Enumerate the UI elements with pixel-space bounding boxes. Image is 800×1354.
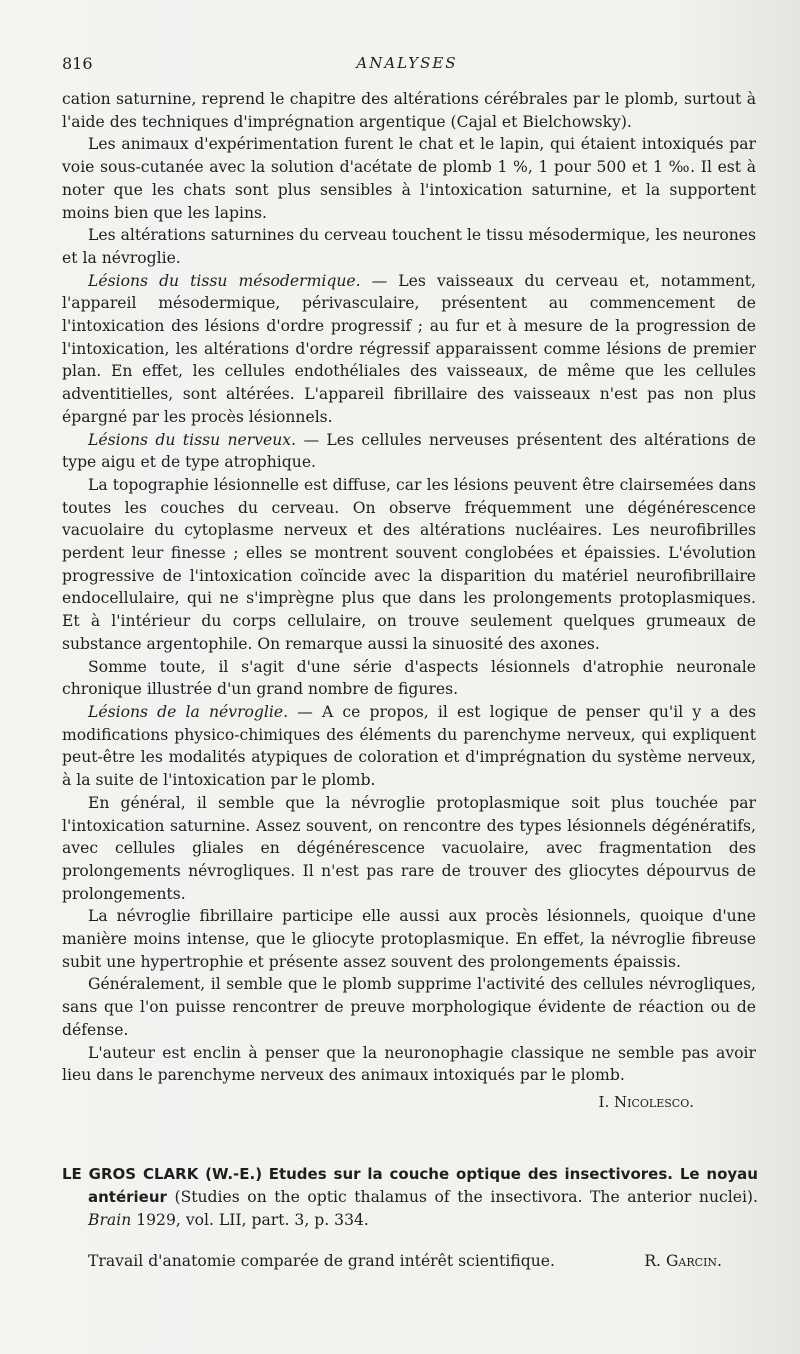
paragraph-text: Somme toute, il s'agit d'une série d'aspects lésionnels d'atrophie neuronale chronique illustrée d'un grand nombre de figures.: [62, 657, 756, 699]
paragraph-text: — A ce propos, il est logique de penser qu'il y a des modifications physico-chimiques des éléments du parenchyme nerveux, qui expliquent peut-être les modalités atypiques de coloration et d'imprégnation du système nerveux, à la suite de l'intoxication par le plomb.: [62, 702, 757, 790]
section-lead: Lésions de la névroglie.: [88, 702, 289, 721]
review-title-fr: Etudes sur la couche optique des insectivores. Le noyau antérieur: [88, 1165, 758, 1206]
paragraph-list: [62, 88, 756, 1087]
review-reviewer: R. Garcin.: [644, 1252, 722, 1270]
paragraph: [62, 224, 756, 269]
review-comment: Travail d'anatomie comparée de grand intérêt scientifique.: [88, 1252, 555, 1270]
review-citation: [62, 1163, 758, 1232]
review-reference: 1929, vol. LII, part. 3, p. 334.: [136, 1211, 369, 1229]
paragraph: [62, 792, 756, 906]
article-signature: I. Nicolesco.: [598, 1092, 694, 1111]
review-comment-line: [62, 1250, 758, 1273]
section-lead: Lésions du tissu nerveux.: [88, 430, 297, 449]
paragraph: [62, 429, 756, 474]
section-lead: Lésions du tissu mésodermique.: [88, 271, 361, 290]
paragraph-text: La névroglie fibrillaire participe elle aussi aux procès lésionnels, quoique d'une manière moins intense, que le gliocyte protoplasmique. En effet, la névroglie fibreuse subit une hypertrophie et présente assez souvent des prolongements épaissis.: [62, 907, 756, 971]
paragraph-text: — Les cellules nerveuses présentent des altérations de type aigu et de type atrophique.: [62, 430, 756, 472]
paragraph: [62, 1042, 756, 1087]
page-header: [62, 54, 752, 78]
paragraph-text: — Les vaisseaux du cerveau et, notamment, l'appareil mésodermique, périvasculaire, présentent au commencement de l'intoxication des lésions d'ordre progressif ; au fur et à mesure de la progression de l'intoxication, les altérations d'ordre régressif apparaissent comme lésions de premier plan. En effet, les cellules endothéliales des vaisseaux, de même que les cellules adventitielles, sont altérées. L'appareil fibrillaire des vaisseaux n'est pas non plus épargné par les procès lésionnels.: [62, 271, 756, 426]
paragraph-text: En général, il semble que la névroglie protoplasmique soit plus touchée par l'intoxication saturnine. Assez souvent, on rencontre des types lésionnels dégénératifs, avec cellules gliales en dégénérescence vacuolaire, avec fragmentation des prolongements névrogliques. Il n'est pas rare de trouver des gliocytes dépourvus de prolongements.: [62, 793, 756, 903]
paragraph: [62, 133, 756, 224]
paragraph: [62, 973, 756, 1041]
page-number: 816: [62, 54, 93, 73]
paragraph-text: Les animaux d'expérimentation furent le chat et le lapin, qui étaient intoxiqués par voie sous-cutanée avec la solution d'acétate de plomb 1 %, 1 pour 500 et 1 ‰. Il est à noter que les chats sont plus sensibles à l'intoxication saturnine, et la supportent moins bien que les lapins.: [62, 135, 756, 222]
paragraph: [62, 474, 756, 656]
paragraph-text: L'auteur est enclin à penser que la neuronophagie classique ne semble pas avoir lieu dans le parenchyme nerveux des animaux intoxiqués par le plomb.: [62, 1043, 756, 1085]
paragraph-text: Généralement, il semble que le plomb supprime l'activité des cellules névrogliques, sans que l'on puisse rencontrer de preuve morphologique évidente de réaction ou de défense.: [62, 975, 756, 1039]
paragraph-text: cation saturnine, reprend le chapitre des altérations cérébrales par le plomb, surtout à l'aide des techniques d'imprégnation argentique (Cajal et Bielchowsky).: [62, 90, 756, 131]
paragraph: [62, 701, 756, 792]
paragraph: [62, 270, 756, 429]
review-journal: Brain: [88, 1211, 132, 1229]
review-author: LE GROS CLARK (W.-E.): [62, 1165, 263, 1183]
paragraph: [62, 656, 756, 701]
review-entry: [62, 1163, 758, 1273]
paragraph-text: Les altérations saturnines du cerveau touchent le tissu mésodermique, les neurones et la névroglie.: [62, 226, 756, 267]
paragraph: [62, 88, 756, 133]
review-title-en: (Studies on the optic thalamus of the insectivora. The anterior nuclei).: [174, 1188, 758, 1206]
paragraph-text: La topographie lésionnelle est diffuse, car les lésions peuvent être clairsemées dans toutes les couches du cerveau. On observe fréquemment une dégénérescence vacuolaire du cytoplasme nerveux et des altérations nucléaires. Les neurofibrilles perdent leur finesse ; elles se montrent souvent conglobées et épaissies. L'évolution progressive de l'intoxication coïncide avec la disparition du matériel neurofibrillaire endocellulaire, qui ne s'imprègne plus que dans les prolongements protoplasmiques. Et à l'intérieur du corps cellulaire, on trouve seulement quelques grumeaux de substance argentophile. On remarque aussi la sinuosité des axones.: [62, 475, 756, 653]
paragraph: [62, 905, 756, 973]
running-head: ANALYSES: [356, 54, 458, 72]
article-body: [62, 88, 756, 1114]
